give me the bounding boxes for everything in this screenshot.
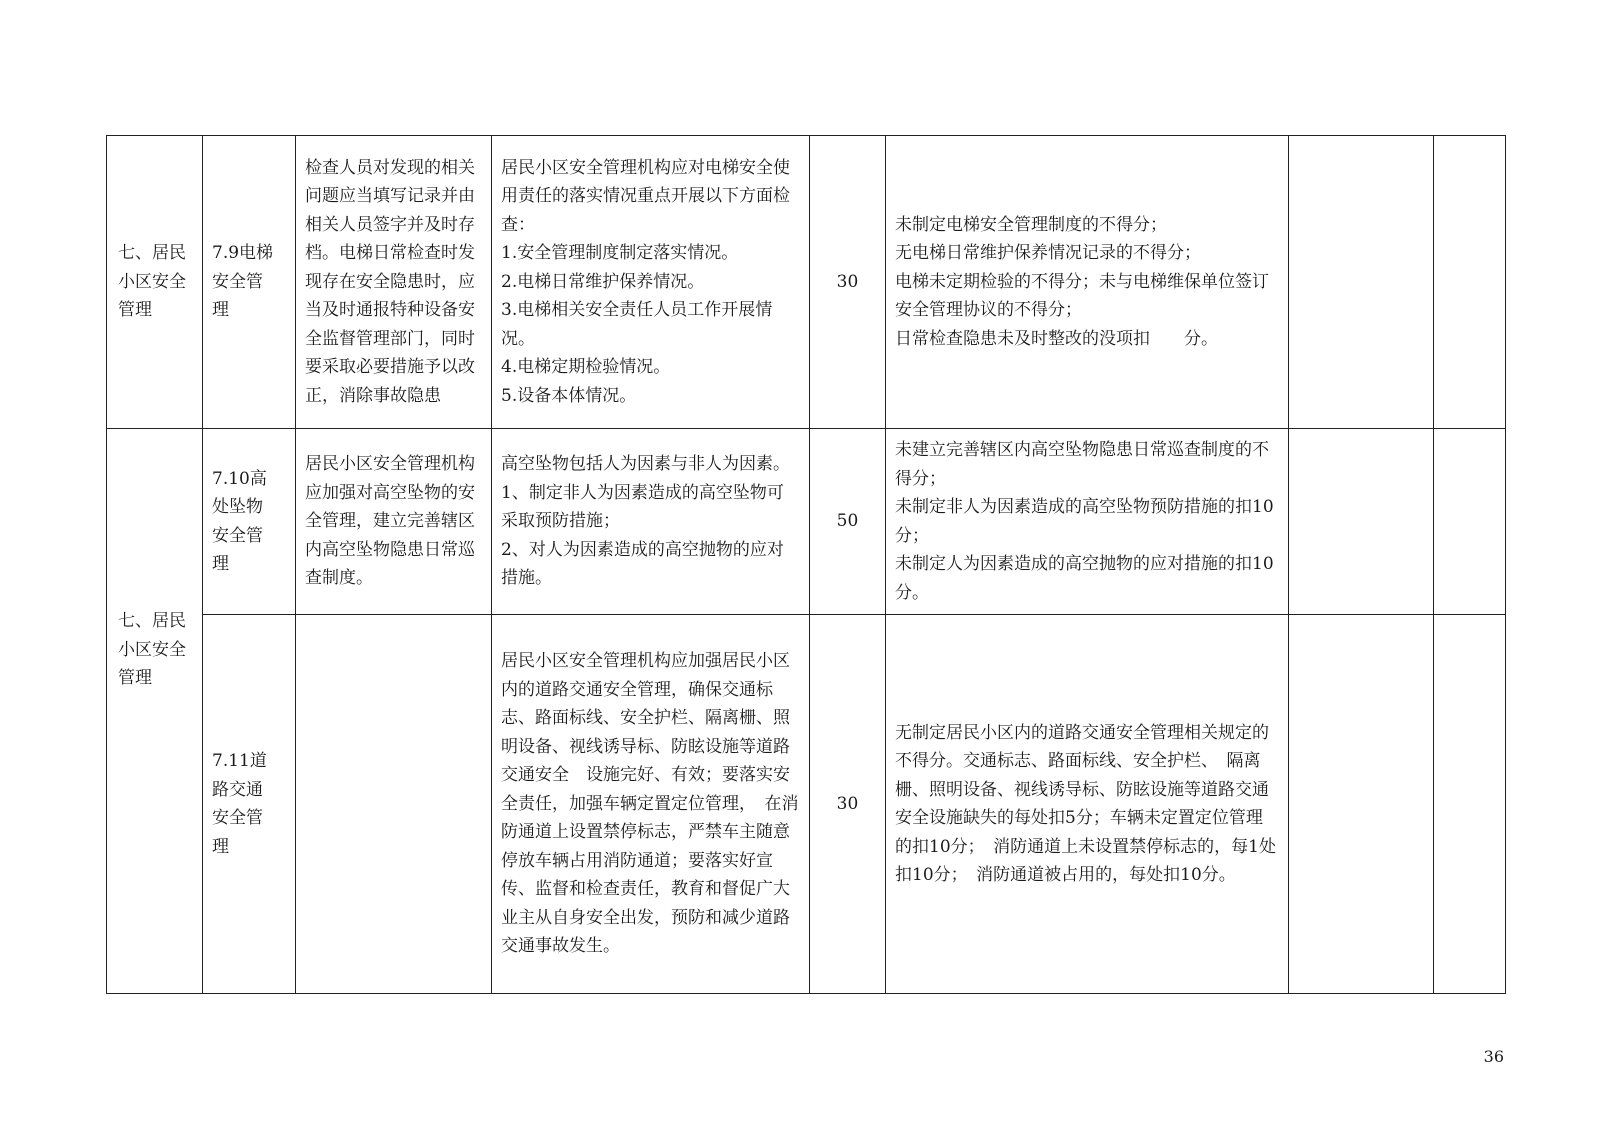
requirement-text: 居民小区安全管理机构应加强对高空坠物的安全管理，建立完善辖区内高空坠物隐患日常巡查制度。 (305, 454, 475, 589)
category-text: 七、居民 小区安全 管理 (118, 243, 186, 321)
extra-cell-1 (1289, 429, 1434, 615)
content-cell (492, 615, 810, 994)
table-row (107, 615, 1506, 994)
content-text: 居民小区安全管理机构应对电梯安全使用责任的落实情况重点开展以下方面检查： 1.安全管理制度制定落实情况。 2.电梯日常维护保养情况。 3.电梯相关安全责任人员工作开展情况。 4.电梯定期检验情况。 5.设备本体情况。 (501, 157, 790, 406)
criteria-text: 无制定居民小区内的道路交通安全管理相关规定的不得分。交通标志、路面标线、安全护栏、 隔离栅、照明设备、视线诱导标、防眩设施等道路交通安全设施缺失的每处扣5分；车辆未定置定位管理的扣10分； 消防通道上未设置禁停标志的，每1处扣10分； 消防通道被占用的，每处扣10分。 (895, 722, 1276, 885)
requirement-cell (296, 615, 492, 994)
content-text: 居民小区安全管理机构应加强居民小区内的道路交通安全管理，确保交通标志、路面标线、安全护栏、隔离栅、照明设备、视线诱导标、防眩设施等道路交通安全 设施完好、有效；要落实安全责任，加强车辆定置定位管理， 在消防通道上设置禁停标志，严禁车主随意停放车辆占用消防通道；要落实好宣传、监督和检查责任，教育和督促广大 业主从自身安全出发，预防和减少道路交通事故发生。 (501, 651, 807, 957)
criteria-text: 未建立完善辖区内高空坠物隐患日常巡查制度的不得分； 未制定非人为因素造成的高空坠物预防措施的扣10分； 未制定人为因素造成的高空抛物的应对措施的扣10分。 (895, 440, 1274, 603)
table-row (107, 136, 1506, 429)
score-text: 30 (836, 793, 859, 814)
score-cell (810, 429, 886, 615)
item-text: 7.10高 处坠物 安全管 理 (212, 468, 267, 574)
item-cell (203, 429, 296, 615)
extra-cell-1 (1289, 615, 1434, 994)
item-text: 7.9电梯 安全管 理 (212, 243, 274, 321)
content-text: 高空坠物包括人为因素与非人为因素。 1、制定非人为因素造成的高空坠物可采取预防措施； 2、对人为因素造成的高空抛物的应对措施。 (501, 454, 790, 589)
content-cell (492, 429, 810, 615)
item-cell (203, 136, 296, 429)
requirement-cell (296, 136, 492, 429)
score-cell (810, 136, 886, 429)
item-cell (203, 615, 296, 994)
requirement-text: 检查人员对发现的相关问题应当填写记录并由相关人员签字并及时存档。电梯日常检查时发现存在安全隐患时，应当及时通报特种设备安全监督管理部门，同时要采取必要措施予以改正，消除事故隐患 (305, 157, 475, 406)
item-text: 7.11道 路交通 安全管 理 (212, 751, 267, 857)
table-row (107, 429, 1506, 615)
extra-cell-2 (1434, 429, 1506, 615)
extra-cell-2 (1434, 136, 1506, 429)
score-text: 30 (836, 271, 859, 292)
criteria-cell (886, 429, 1289, 615)
category-cell (107, 429, 203, 688)
criteria-cell (886, 615, 1289, 994)
requirement-cell (296, 429, 492, 615)
extra-cell-2 (1434, 615, 1506, 994)
page-number: 36 (1483, 1047, 1504, 1066)
category-text: 七、居民 小区安全 管理 (118, 611, 186, 688)
extra-cell-1 (1289, 136, 1434, 429)
score-text: 50 (836, 511, 859, 532)
criteria-cell (886, 136, 1289, 429)
content-cell (492, 136, 810, 429)
assessment-table (106, 135, 1506, 994)
score-cell (810, 615, 886, 994)
criteria-text: 未制定电梯安全管理制度的不得分； 无电梯日常维护保养情况记录的不得分； 电梯未定期检验的不得分；未与电梯维保单位签订安全管理协议的不得分； 日常检查隐患未及时整改的没项扣 分。 (895, 214, 1269, 349)
category-cell (107, 136, 203, 429)
